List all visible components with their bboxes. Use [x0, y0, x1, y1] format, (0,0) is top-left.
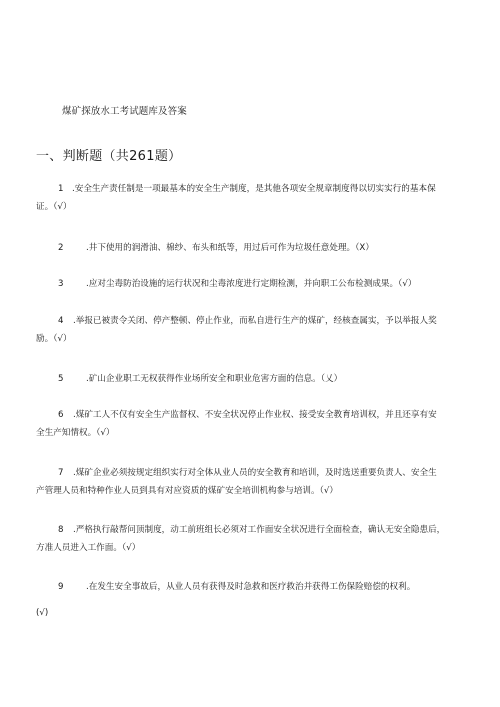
question-text: .在发生安全事故后，从业人员有获得及时急救和医疗救治并获得工伤保险赔偿的权利。: [86, 582, 416, 592]
question-number: 7: [58, 468, 64, 478]
document-title: 煤矿探放水工考试题库及答案: [62, 106, 187, 117]
question-text: .举报已被责令关闭、停产整顿、停止作业，而私自进行生产的煤矿，经核查属实，予以举报人奖: [73, 316, 437, 326]
question-number: 4: [58, 316, 64, 326]
question-number: 2: [58, 243, 64, 253]
question-text: .严格执行敲帮问顶制度，动工前班组长必须对工作面安全状况进行全面检查，确认无安全隐患后，: [73, 525, 446, 535]
question-text: .矿山企业职工无权获得作业场所安全和职业危害方面的信息。（乂）: [86, 374, 343, 384]
question-text: .安全生产责任制是一项最基本的安全生产制度，是其他各项安全规章制度得以切实实行的基本保: [72, 184, 436, 194]
question-number: 9: [58, 582, 64, 592]
question-text: .煤矿企业必须按规定组织实行对全体从业人员的安全教育和培训，及时选送重要负责人、安全生: [73, 468, 437, 478]
question-number: 5: [58, 374, 64, 384]
question-text-continued: (√): [36, 608, 49, 618]
question-number: 3: [58, 279, 64, 289]
question-number: 8: [58, 525, 64, 535]
question-text-continued: 励。（√）: [36, 334, 72, 344]
question-text-continued: 全生产知情权。（√）: [36, 428, 115, 438]
question-text-continued: 证。（√）: [36, 202, 72, 212]
question-number: 1: [58, 184, 64, 194]
question-number: 6: [58, 410, 64, 420]
question-text: .井下使用的润滑油、棉纱、布头和纸等，用过后可作为垃圾任意处理。（X）: [86, 243, 374, 253]
question-text-continued: 产管理人员和特种作业人员到具有对应资质的煤矿安全培训机构参与培训。（√）: [36, 486, 338, 496]
question-text-continued: 方准人员进入工作面。（√）: [36, 543, 141, 553]
question-text: .应对尘毒防治设施的运行状况和尘毒浓度进行定期检测，并向职工公布检测成果。（√）: [86, 279, 417, 289]
section-heading: 一、判断题（共261题）: [36, 149, 182, 164]
question-text: .煤矿工人不仅有安全生产监督权、不安全状况停止作业权、接受安全教育培训权，并且还享有安: [73, 410, 437, 420]
